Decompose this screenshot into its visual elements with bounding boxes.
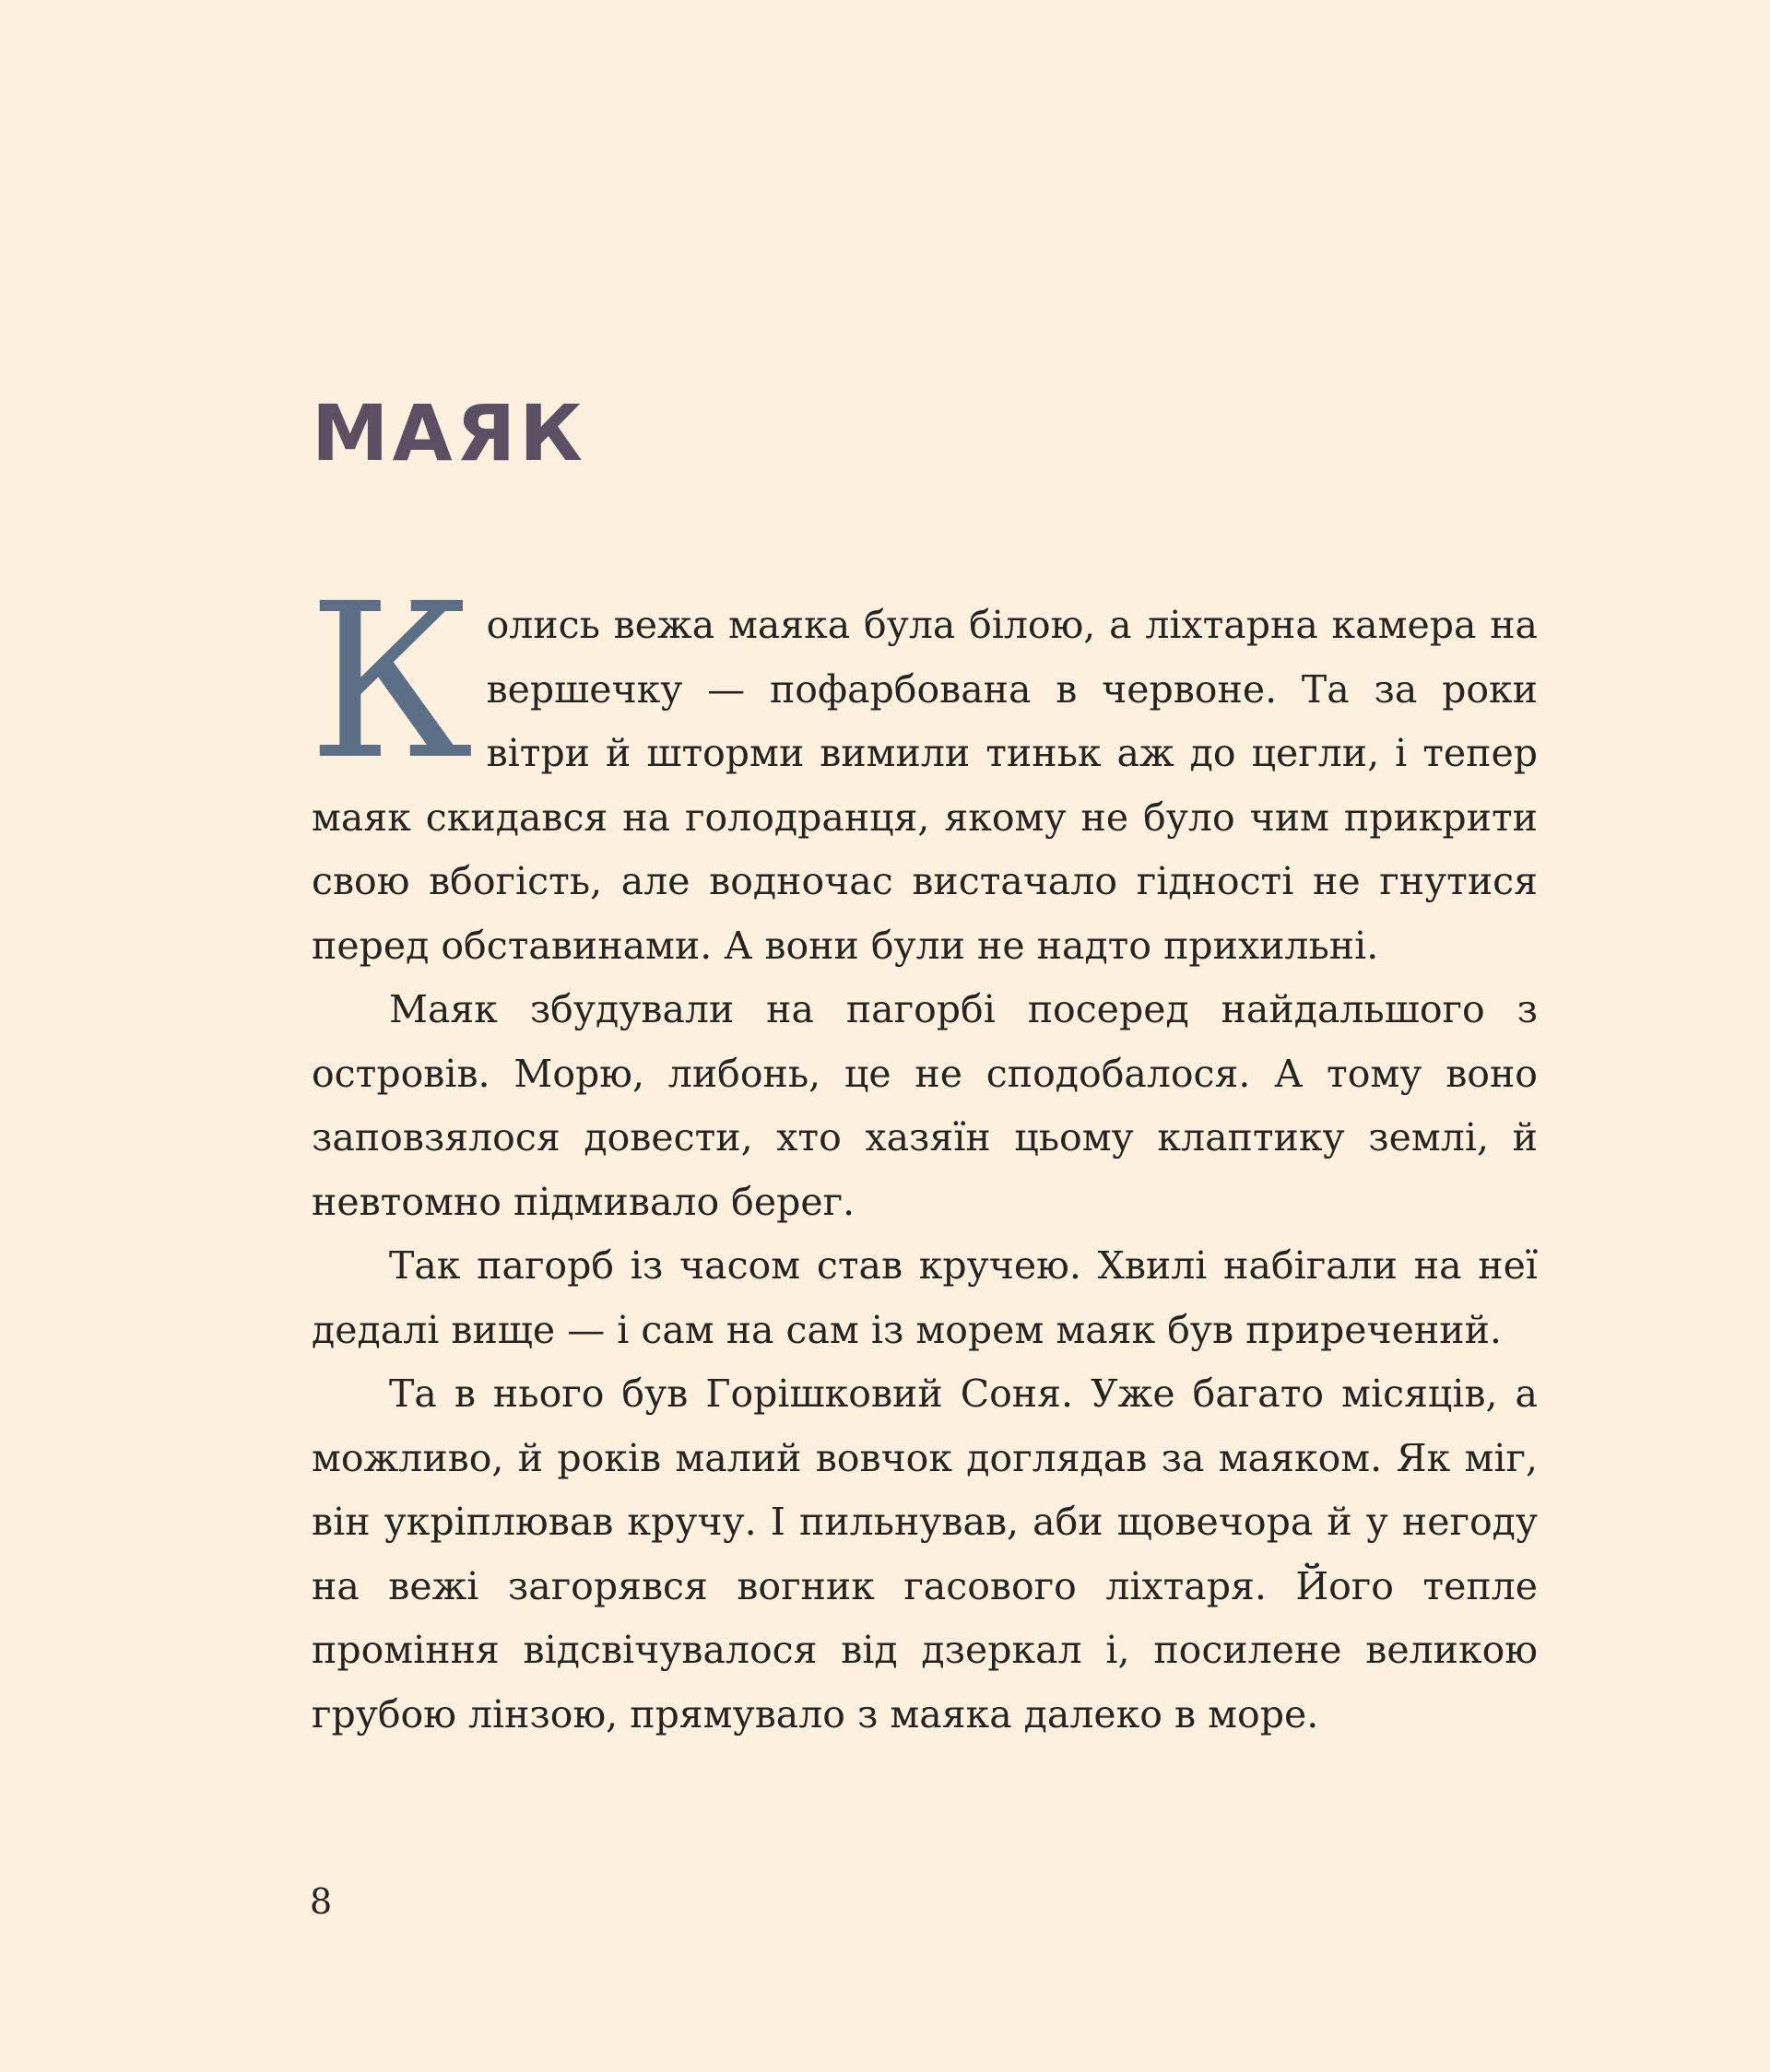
chapter-text bbox=[308, 558, 1538, 1747]
paragraph-2: Маяк збудували на пагорбі посеред найдальшого з островів. Морю, либонь, це не сподобалося. А тому воно заповзялося довести, хто хазяїн цьому клаптику землі, й невтомно підмивало берег. bbox=[312, 987, 1538, 1224]
page-number: 8 bbox=[310, 1881, 333, 1922]
drop-cap: К bbox=[308, 558, 474, 806]
paragraph-3: Так пагорб із часом став кручею. Хвилі набігали на неї дедалі вище — і сам на сам із морем маяк був приречений. bbox=[312, 1243, 1538, 1352]
chapter-title: МАЯК bbox=[312, 388, 586, 478]
paragraph-1 bbox=[308, 558, 1538, 978]
paragraph-1-text: олись вежа маяка була білою, а ліхтарна камера на вершечку — пофарбована в червоне. Та за роки вітри й шторми вимили тиньк аж до цегли, і тепер маяк скидався на голодранця, якому не було чим прикрити свою вбогість, але водночас вистачало гідності не гнутися перед обставинами. А вони були не надто прихильні. bbox=[312, 603, 1538, 968]
paragraph-4: Та в нього був Горішковий Соня. Уже багато місяців, а можливо, й років малий вовчок доглядав за маяком. Як міг, він укріплював кручу. І пильнував, аби щовечора й у негоду на вежі загорявся вогник гасового ліхтаря. Його тепле проміння відсвічувалося від дзеркал і, посилене великою грубою лінзою, прямувало з маяка далеко в море. bbox=[312, 1372, 1538, 1736]
